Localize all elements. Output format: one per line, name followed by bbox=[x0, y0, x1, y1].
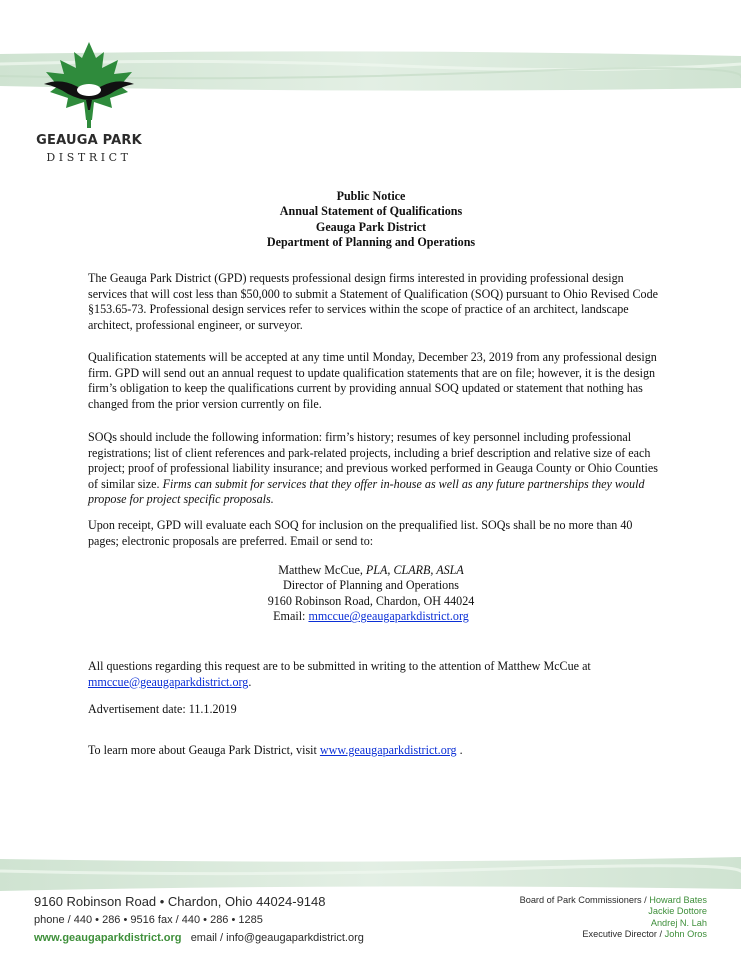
advertisement-date: Advertisement date: 11.1.2019 bbox=[88, 702, 237, 716]
footer-address: 9160 Robinson Road • Chardon, Ohio 44024-9148 bbox=[34, 894, 326, 909]
contact-address: 9160 Robinson Road, Chardon, OH 44024 bbox=[267, 593, 475, 608]
executive-line bbox=[387, 929, 707, 940]
contact-email-line bbox=[88, 609, 654, 624]
park-logo bbox=[34, 40, 144, 165]
questions-email-link[interactable]: mmccue@geaugaparkdistrict.org bbox=[88, 674, 249, 689]
contact-email-label: Email: bbox=[273, 609, 306, 624]
contact-name: Matthew McCue, bbox=[278, 563, 363, 577]
maple-leaf-eagle-icon bbox=[40, 40, 138, 132]
questions-text: All questions regarding this request are to be submitted in writing to the attention of Matthew McCue at bbox=[88, 659, 591, 673]
executive-name: John Oros bbox=[664, 928, 707, 939]
commissioner-1: Howard Bates bbox=[649, 895, 707, 905]
contact-title: Director of Planning and Operations bbox=[283, 578, 459, 593]
title-line-4: Department of Planning and Operations bbox=[266, 235, 476, 250]
commissioner-2: Jackie Dottore bbox=[648, 906, 707, 917]
contact-block bbox=[88, 563, 654, 625]
footer-band bbox=[0, 857, 741, 891]
contact-email-link[interactable]: mmccue@geaugaparkdistrict.org bbox=[308, 609, 469, 624]
contact-name-line bbox=[88, 563, 654, 578]
board-label: Board of Park Commissioners / bbox=[519, 895, 647, 905]
commissioner-3: Andrej N. Lah bbox=[650, 917, 707, 928]
paragraph-deadline: Qualification statements will be accepted at any time until Monday, December 23, 2019 from any professional design firm. GPD will send out an annual request to update qualification statements that are on file; however, it is the design firm’s obligation to keep the qualifications current by providing annual SOQ updated or statement that nothing has changed from the prior version currently on file. bbox=[88, 350, 657, 411]
requirements-text: SOQs should include the following information: firm’s history; resumes of key personnel including professional registrations; list of client references and park-related projects, including a brief description and relative size of each project; proof of professional liability insurance; and previous worked performed in Geauga County or Ohio Counties of similar size. bbox=[88, 430, 658, 491]
title-line-2: Annual Statement of Qualifications bbox=[279, 204, 463, 219]
title-line-1: Public Notice bbox=[336, 189, 406, 203]
paragraph-learn-more bbox=[88, 743, 662, 759]
footer-phone-fax: phone / 440 • 286 • 9516 fax / 440 • 286 • 1285 bbox=[34, 914, 263, 926]
notice-title bbox=[88, 189, 654, 251]
paragraph-requirements bbox=[88, 430, 662, 508]
logo-name-line1: GEAUGA PARK bbox=[36, 133, 142, 148]
contact-credentials: PLA, CLARB, ASLA bbox=[365, 563, 464, 577]
logo-name-line2: DISTRICT bbox=[46, 151, 132, 164]
board-line bbox=[387, 895, 707, 906]
paragraph-questions bbox=[88, 659, 662, 690]
title-line-3: Geauga Park District bbox=[315, 219, 427, 234]
questions-period: . bbox=[248, 674, 252, 689]
footer-board bbox=[387, 895, 707, 940]
requirements-italic-note: Firms can submit for services that they offer in-house as well as any future partnerships they would propose for project specific proposals. bbox=[88, 476, 645, 507]
executive-label: Executive Director / bbox=[582, 928, 663, 939]
learn-more-text: To learn more about Geauga Park District, visit bbox=[88, 743, 317, 757]
footer-website[interactable]: www.geaugaparkdistrict.org bbox=[34, 932, 182, 944]
paragraph-submission: Upon receipt, GPD will evaluate each SOQ for inclusion on the prequalified list. SOQs shall be no more than 40 pages; electronic proposals are preferred. Email or send to: bbox=[88, 518, 633, 548]
footer-email[interactable]: email / info@geaugaparkdistrict.org bbox=[190, 932, 364, 944]
website-link[interactable]: www.geaugaparkdistrict.org bbox=[319, 743, 457, 757]
paragraph-intro: The Geauga Park District (GPD) requests professional design firms interested in providing professional design services that will cost less than $50,000 to submit a Statement of Qualification (SOQ) pursuant to Ohio Revised Code §153.65-73. Professional design services refer to services within the scope of practice of an architect, landscape architect, professional engineer, or surveyor. bbox=[88, 271, 658, 332]
learn-more-period: . bbox=[459, 743, 463, 757]
